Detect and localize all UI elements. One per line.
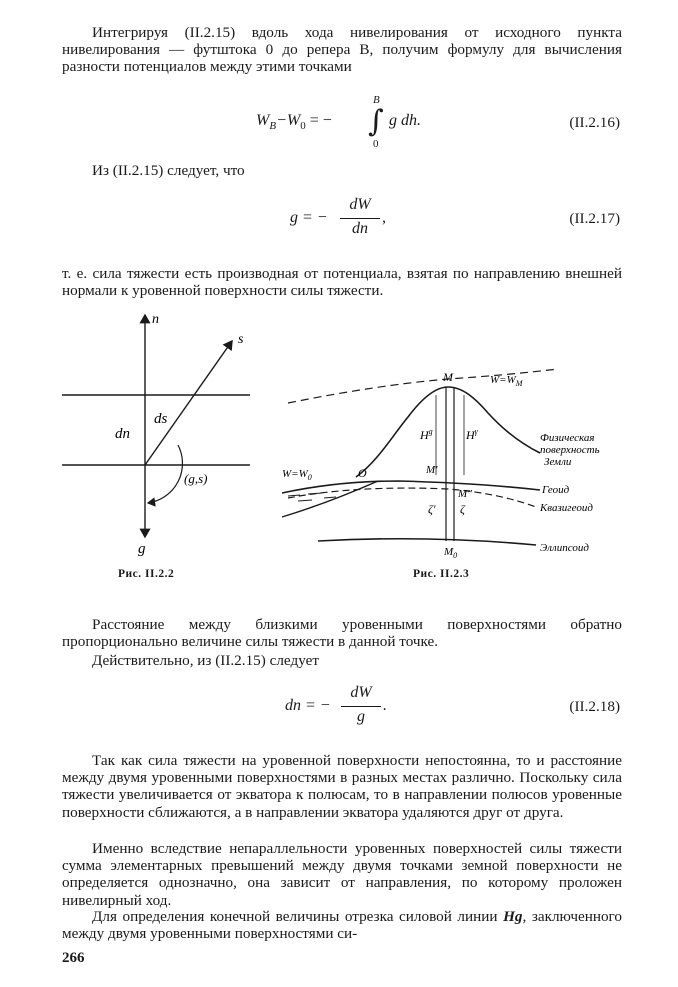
eq16-integrand: g dh.: [389, 112, 421, 129]
label-physical-2: поверхность: [540, 444, 600, 456]
eq18-fraction-bar: [341, 706, 381, 707]
para8-start: Для определения конечной величины отрезка силовой линии: [92, 908, 504, 925]
eq16-eq: = −: [305, 112, 332, 129]
eq16-minus-w: −W: [276, 112, 301, 129]
figure-ii-2-3: [278, 365, 638, 565]
eq16-lower-limit: 0: [373, 138, 379, 150]
label-n: n: [152, 312, 159, 327]
caption-fig-ii-2-2: Рис. II.2.2: [118, 568, 175, 580]
eq18-number: (II.2.18): [569, 698, 620, 715]
eq17-numerator: dW: [349, 196, 371, 213]
water-hatching: [288, 493, 336, 501]
figure-ii-2-2: [60, 305, 280, 560]
paragraph-segment: [62, 908, 622, 942]
eq17-fraction-bar: [340, 218, 380, 219]
text-it-follows: Из (II.2.15) следует, что: [92, 162, 245, 179]
page-number: 266: [62, 950, 85, 966]
direction-s-arrow: [145, 341, 232, 465]
label-geoid: Геоид: [542, 484, 570, 496]
eq18-lhs: dn = −: [285, 697, 331, 714]
eq17-denominator: dn: [352, 220, 368, 237]
label-ds: ds: [154, 411, 168, 427]
label-ellipsoid: Эллипсоид: [540, 542, 589, 554]
eq16-number: (II.2.16): [569, 114, 620, 131]
eq18-numerator: dW: [350, 684, 372, 701]
paragraph-nonparallel: Именно вследствие непараллельности уровенных поверхностей силы тяжести сумма элементарных превышений между двумя точками земной поверхности не определяется однозначно, она зависит от направления, по которому проложен нивелирный ход.: [62, 840, 622, 909]
eq16-sub-b: B: [269, 120, 277, 133]
equation-ii-2-18: [285, 684, 415, 730]
label-physical-1: Физическая: [540, 432, 595, 444]
label-zeta: ζ: [460, 502, 465, 516]
geoid-curve: [282, 481, 540, 493]
paragraph-gravity-variation: Так как сила тяжести на уровенной поверхности непостоянна, то и расстояние между двумя уровенными поверхностями в разных местах различно. Поскольку сила тяжести увеличивается от экватора к полюсам, то в направлении полюсов уровенные поверхности сближаются, а в направлении экватора удаляются друг от друга.: [62, 752, 622, 821]
eq16-w: W: [256, 112, 270, 129]
eq17-lhs: g = −: [290, 209, 328, 226]
eq16-sub-0: 0: [300, 120, 306, 133]
label-m: M: [443, 370, 453, 384]
caption-fig-ii-2-3: Рис. II.2.3: [413, 568, 470, 580]
eq18-denominator: g: [357, 708, 365, 725]
label-w-wm: $W=W_M$: [490, 374, 523, 388]
label-m0: $M_0$: [444, 546, 458, 560]
label-angle-gs: (g,s): [184, 471, 208, 486]
para8-hg: Hg: [503, 908, 523, 925]
eq18-tail: .: [383, 697, 387, 714]
eq17-tail: ,: [382, 209, 386, 226]
equation-ii-2-16: [256, 94, 456, 152]
label-w-w0: $W=W_0$: [282, 468, 312, 482]
equation-ii-2-17: [290, 196, 410, 242]
para8-end: , заключенного между двумя уровенными поверхностями си-: [62, 908, 622, 943]
label-o: O: [358, 466, 367, 480]
label-dn: dn: [115, 426, 130, 442]
eq17-number: (II.2.17): [569, 210, 620, 227]
physical-surface-curve: [356, 387, 540, 477]
label-s: s: [238, 332, 244, 347]
paragraph-distance-levels: Расстояние между близкими уровенными поверхностями обратно пропорционально величине силы тяжести в данной точке.: [62, 616, 622, 651]
label-hy: $H^\gamma$: [466, 427, 478, 442]
paragraph-gravity-derivative: т. е. сила тяжести есть производная от потенциала, взятая по направлению внешней нормали к уровенной поверхности силы тяжести.: [62, 265, 622, 300]
integral-sign: ∫: [368, 104, 384, 139]
label-quasigeoid: Квазигеоид: [540, 502, 593, 514]
label-m-prime: M': [426, 464, 438, 476]
paragraph-intro: Интегрируя (II.2.15) вдоль хода нивелирования от исходного пункта нивелирования — футштока 0 до репера B, получим формулу для вычисления разности потенциалов между этими точками: [62, 24, 622, 76]
label-m-double-prime: M'': [458, 488, 472, 500]
ellipsoid-curve: [318, 539, 536, 545]
eq16-upper-limit: B: [373, 94, 380, 106]
label-physical-3: Земли: [544, 456, 572, 468]
label-zeta-prime: ζ': [428, 502, 436, 516]
label-g: g: [138, 541, 146, 557]
text-indeed: Действительно, из (II.2.15) следует: [92, 652, 319, 669]
label-hg: $H^g$: [420, 427, 433, 442]
lower-surface-curve: [282, 481, 378, 517]
